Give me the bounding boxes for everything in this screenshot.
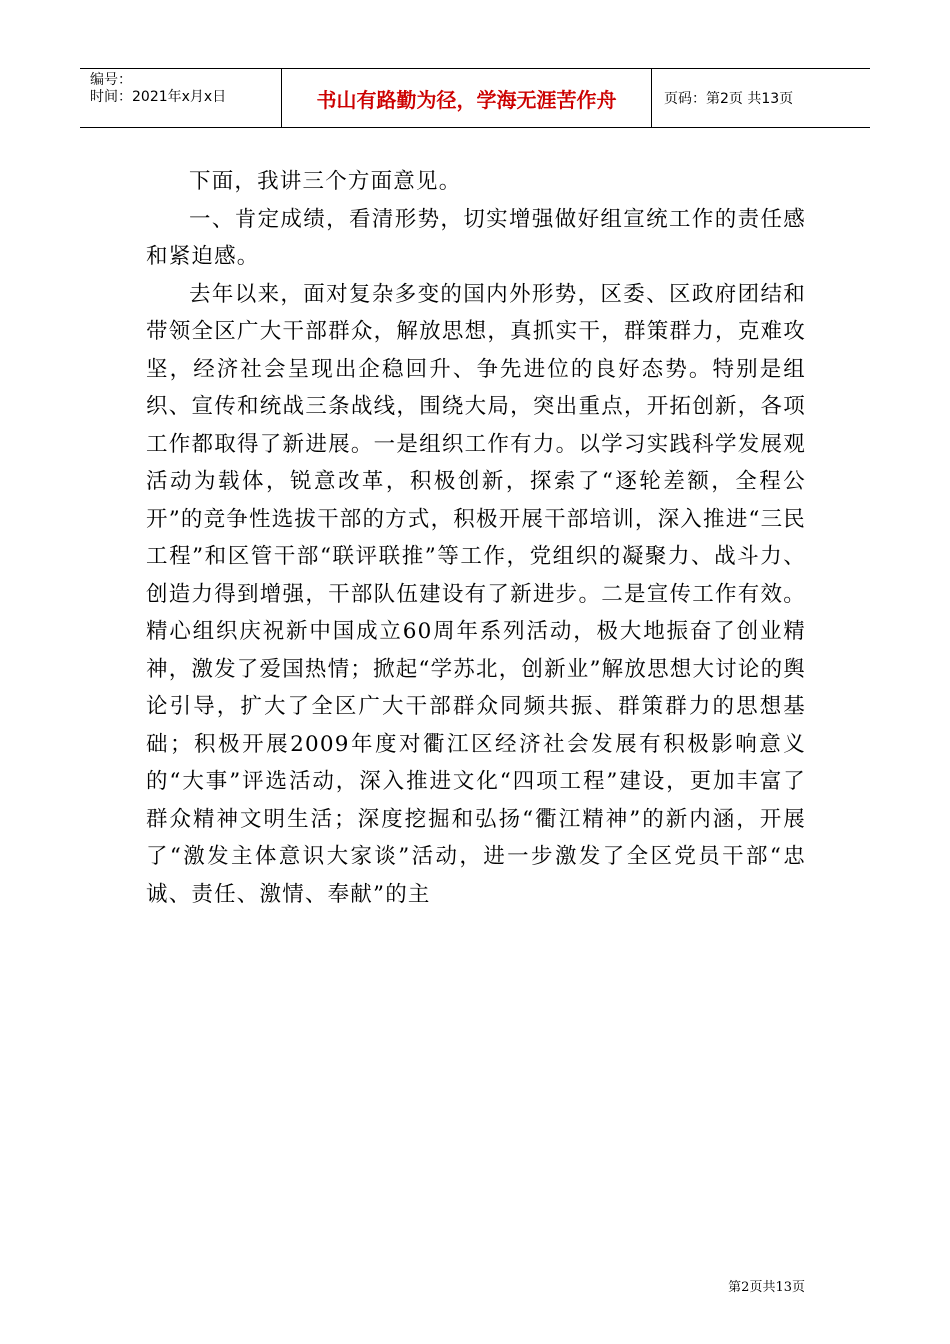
- page-header: [80, 68, 870, 128]
- document-number-label: 编号：: [90, 72, 132, 88]
- document-time-label: 时间：2021年x月x日: [90, 89, 227, 105]
- document-body: [146, 163, 806, 913]
- header-motto: 书山有路勤为径，学海无涯苦作舟: [282, 69, 652, 127]
- page-footer: 第2页共13页: [728, 1280, 805, 1295]
- header-page-label: 页码：第2页 共13页: [664, 91, 794, 107]
- paragraph-section-heading: 一、肯定成绩，看清形势，切实增强做好组宣统工作的责任感和紧迫感。: [146, 206, 806, 269]
- paragraph-intro: 下面，我讲三个方面意见。: [189, 169, 462, 194]
- header-meta: [80, 69, 282, 127]
- paragraph-body: 去年以来，面对复杂多变的国内外形势，区委、区政府团结和带领全区广大干部群众，解放思想，真抓实干，群策群力，克难攻坚，经济社会呈现出企稳回升、争先进位的良好态势。特别是组织、宣传和统战三条战线，围绕大局，突出重点，开拓创新，各项工作都取得了新进展。一是组织工作有力。以学习实践科学发展观活动为载体，锐意改革，积极创新，探索了“逐轮差额，全程公开”的竞争性选拔干部的方式，积极开展干部培训，深入推进“三民工程”和区管干部“联评联推”等工作，党组织的凝聚力、战斗力、创造力得到增强，干部队伍建设有了新进步。二是宣传工作有效。精心组织庆祝新中国成立60周年系列活动，极大地振奋了创业精神，激发了爱国热情；掀起“学苏北，创新业”解放思想大讨论的舆论引导，扩大了全区广大干部群众同频共振、群策群力的思想基础；积极开展2009年度对衢江区经济社会发展有积极影响意义的“大事”评选活动，深入推进文化“四项工程”建设，更加丰富了群众精神文明生活；深度挖掘和弘扬“衢江精神”的新内涵，开展了“激发主体意识大家谈”活动，进一步激发了全区党员干部“忠诚、责任、激情、奉献”的主: [146, 281, 806, 907]
